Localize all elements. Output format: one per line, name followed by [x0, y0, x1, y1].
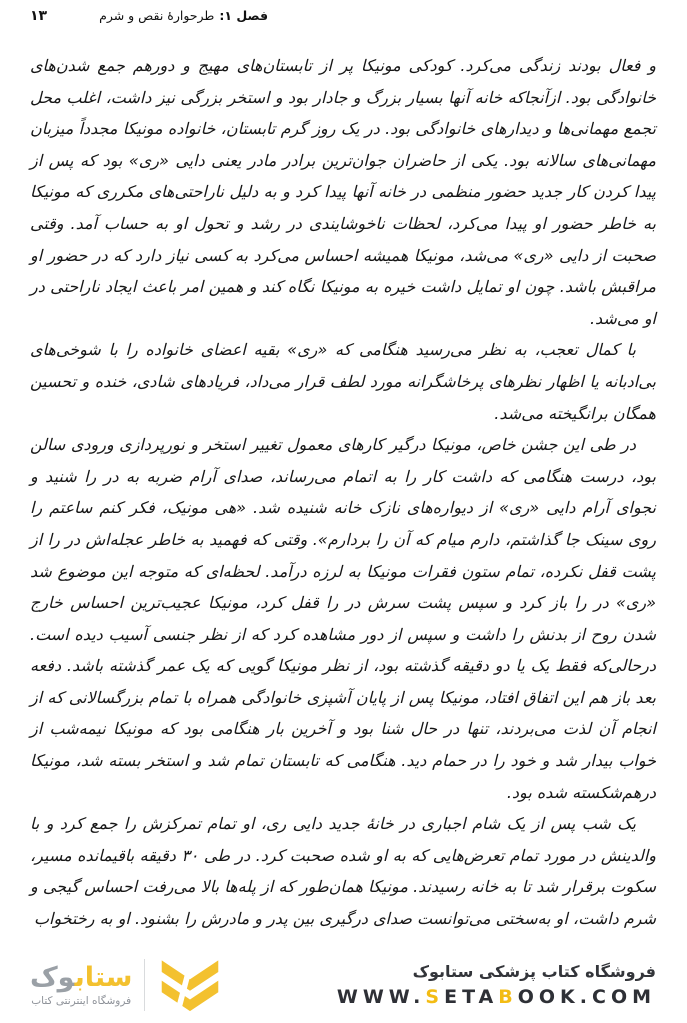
double-chevron-down-icon	[157, 956, 223, 1014]
chapter-title: طرحوارهٔ نقص و شرم	[99, 8, 215, 23]
store-title: فروشگاه کتاب پزشکی ستابوک	[412, 962, 656, 981]
logo-brand-text	[30, 963, 132, 993]
logo-divider	[144, 959, 145, 1011]
page-footer	[30, 953, 656, 1017]
logo-text-block	[30, 963, 132, 1007]
paragraph-3: در طی این جشن خاص، مونیکا درگیر کارهای معمول تغییر استخر و نورپردازی ورودی سالن بود، درست هنگامی که داشت کار را به اتمام می‌رساند، صدای آرام ضربه به در را شنید و نجوای آرام دایی «ری» از دیواره‌های نازک خانه شنیده شد. «هی مونیک، فکر کنم ساعتم را روی سینک جا گذاشتم، دارم میام که آن را بردارم». وقتی که فهمید به خاطر عجله‌اش در را از پشت قفل نکرده، تمام ستون فقرات مونیکا به لرزه درآمد. لحظه‌ای که متوجه این موضوع شد «ری» در را باز کرد و سپس پشت سرش در را قفل کرد، مونیکا عجیب‌ترین احساس خارج شدن روح از بدنش را داشت و سپس از دور مشاهده کرد که از نظر جنسی آسیب دیده است. درحالی‌که فقط یک یا دو دقیقه گذشته بود، از نظر مونیکا گویی که یک عمر گذشته باشد. دفعه بعد باز هم این اتفاق افتاد، مونیکا پس از پایان آشپزی خانوادگی همراه با تمام بزرگسالانی که از انجام آن لذت می‌بردند، تنها در حال شنا بود و آخرین بار هنگامی بود که مونیکا نیمه‌شب از خواب بیدار شد و خود را در حمام دید. هنگامی که تابستان تمام شد و استخر بسته شد، مونیکا درهم‌شکسته شده بود.	[30, 435, 657, 802]
page-number: ۱۳	[30, 8, 48, 24]
body-text	[30, 50, 656, 935]
brand-yellow-part: ستاب	[74, 962, 133, 993]
chapter-label: فصل ۱:	[219, 8, 269, 23]
store-info	[337, 960, 656, 1010]
url-segment-accent: S	[425, 986, 445, 1008]
logo-tagline: فروشگاه اینترنتی کتاب	[31, 995, 132, 1007]
chapter-heading	[99, 8, 268, 23]
website-url	[337, 984, 656, 1010]
paragraph-1: و فعال بودند زندگی می‌کرد. کودکی مونیکا پر از تابستان‌های مهیج و دورهم جمع شدن‌های خانوادگی بود. ازآنجاکه خانه آنها بسیار بزرگ و جادار بود و استخر بزرگی نیز داشت، اغلب محل تجمع مهمانی‌ها و دیدارهای خانوادگی بود. در یک روز گرم تابستان، خانواده مونیکا مجدداً میزبان مهمانی‌های سالانه بود. یکی از حاضران جوان‌ترین برادر مادر یعنی دایی «ری» بود که پس از پیدا کردن کار جدید حضور منظمی در خانه آنها پیدا کرد و به دلیل ناراحتی‌های مکرری که مونیکا به خاطر حضور او پیدا می‌کرد، لحظات ناخوشایندی در رشد و تحول او به حساب آمد. وقتی صحبت از دایی «ری» می‌شد، مونیکا همیشه احساس می‌کرد به کسی نیاز دارد که در حضور او مراقبش باشد. چون او تمایل داشت خیره به مونیکا نگاه کند و همین امر باعث ایجاد ناراحتی در او می‌شد.	[30, 56, 657, 328]
page-header	[30, 8, 657, 24]
setabook-logo	[30, 956, 223, 1014]
brand-gray-part: وک	[30, 962, 75, 993]
url-segment-accent: B	[498, 986, 518, 1008]
paragraph-2: با کمال تعجب، به نظر می‌رسید هنگامی که «ری» بقیه اعضای خانواده را با شوخی‌های بی‌ادبانه یا اظهار نظرهای پرخاشگرانه مورد لطف قرار می‌داد، فریادهای شادی، خنده و تحسین همگان برانگیخته می‌شد.	[30, 340, 657, 423]
paragraph-4: یک شب پس از یک شام اجباری در خانهٔ جدید دایی ری، او تمام تمرکزش را جمع کرد و با والدینش در مورد تمام تعرض‌هایی که به او شده صحبت کرد. در طی ۳۰ دقیقه باقیمانده مسیر، سکوت برقرار شد تا به خانه رسیدند. مونیکا همان‌طور که از پله‌ها بالا می‌رفت احساس گیجی و شرم داشت، او به‌سختی می‌توانست صدای درگیری بین پدر و مادرش را بشنود. او به رختخواب	[30, 814, 657, 929]
url-segment: ETA	[444, 986, 499, 1008]
url-segment: OOK.COM	[517, 986, 656, 1008]
url-segment: WWW.	[336, 986, 426, 1008]
